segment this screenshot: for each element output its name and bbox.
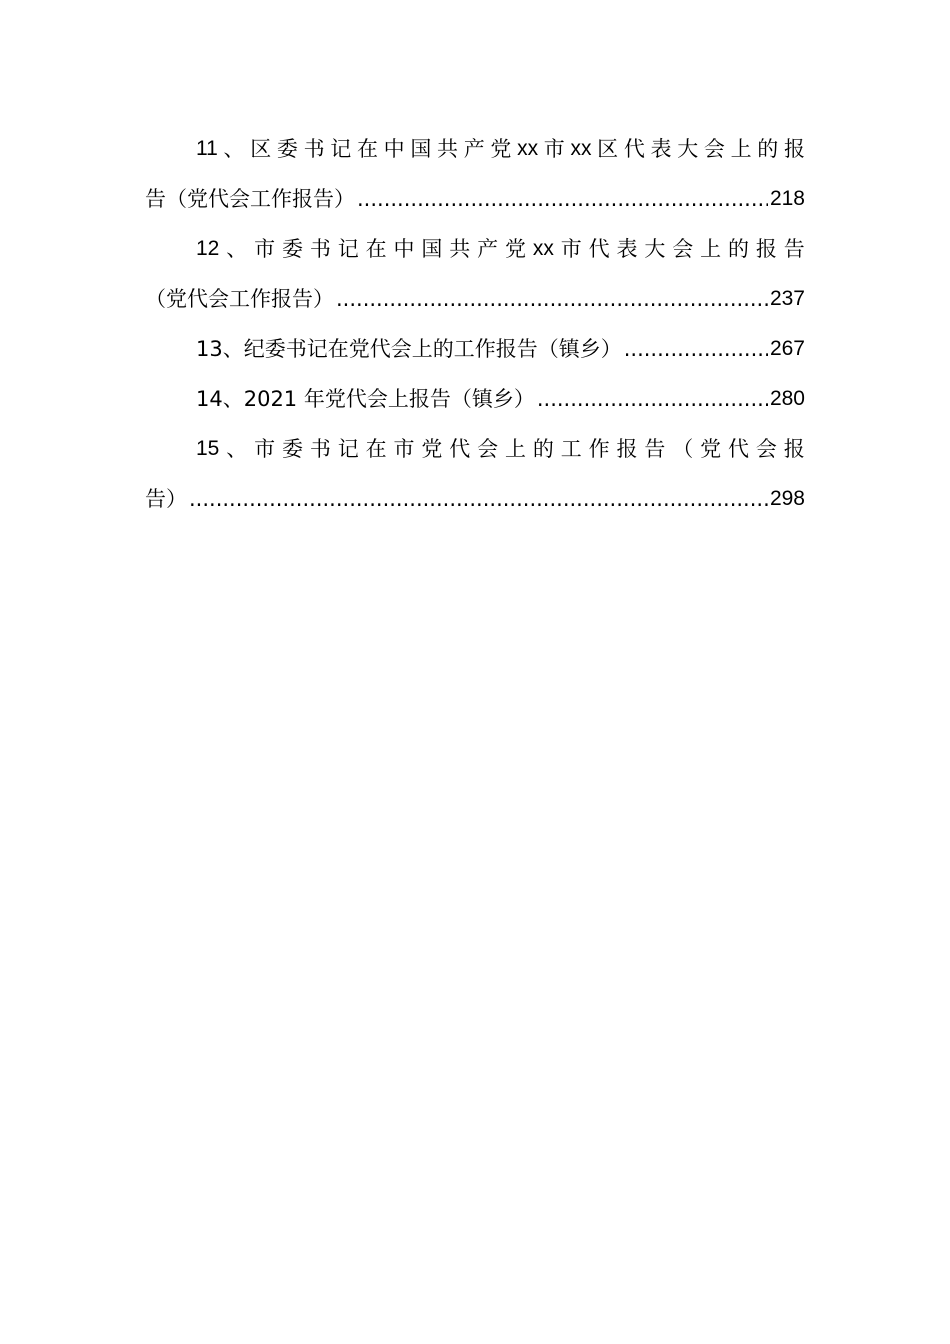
table-of-contents [145,124,805,524]
toc-entry-15-line-1[interactable] [145,424,805,474]
toc-entry-12-line-2[interactable] [145,274,805,324]
toc-entry-12-title: 12 、 市 委 书 记 在 中 国 共 产 党 xx 市 代 表 大 会 上 的 报 告 [196,237,805,261]
toc-entry-13-title: 13、纪委书记在党代会上的工作报告（镇乡） [196,337,622,361]
toc-entry-14-page: 280 [769,387,805,410]
toc-entry-15-title: 15 、 市 委 书 记 在 市 党 代 会 上 的 工 作 报 告 （ 党 代 会 报 [196,437,805,461]
toc-entry-14[interactable] [145,374,805,424]
toc-leader-dots [189,477,768,521]
toc-entry-15-page: 298 [769,487,805,510]
toc-entry-12-title-cont: （党代会工作报告） [145,287,334,311]
toc-entry-14-title: 14、2021 年党代会上报告（镇乡） [196,387,535,411]
toc-leader-dots [537,377,768,421]
toc-entry-11-line-1[interactable] [145,124,805,174]
toc-entry-11-title: 11 、 区 委 书 记 在 中 国 共 产 党 xx 市 xx 区 代 表 大 会 上 的 报 [196,137,805,161]
toc-leader-dots [624,327,768,371]
toc-entry-11-title-cont: 告（党代会工作报告） [145,187,355,211]
toc-leader-dots [336,277,768,321]
toc-entry-11-page: 218 [769,187,805,210]
toc-entry-15-title-cont: 告） [145,487,187,511]
toc-entry-12-page: 237 [769,287,805,310]
toc-leader-dots [357,177,768,221]
toc-entry-12-line-1[interactable] [145,224,805,274]
toc-entry-15-line-2[interactable] [145,474,805,524]
toc-entry-13[interactable] [145,324,805,374]
toc-entry-11-line-2[interactable] [145,174,805,224]
toc-entry-13-page: 267 [769,337,805,360]
